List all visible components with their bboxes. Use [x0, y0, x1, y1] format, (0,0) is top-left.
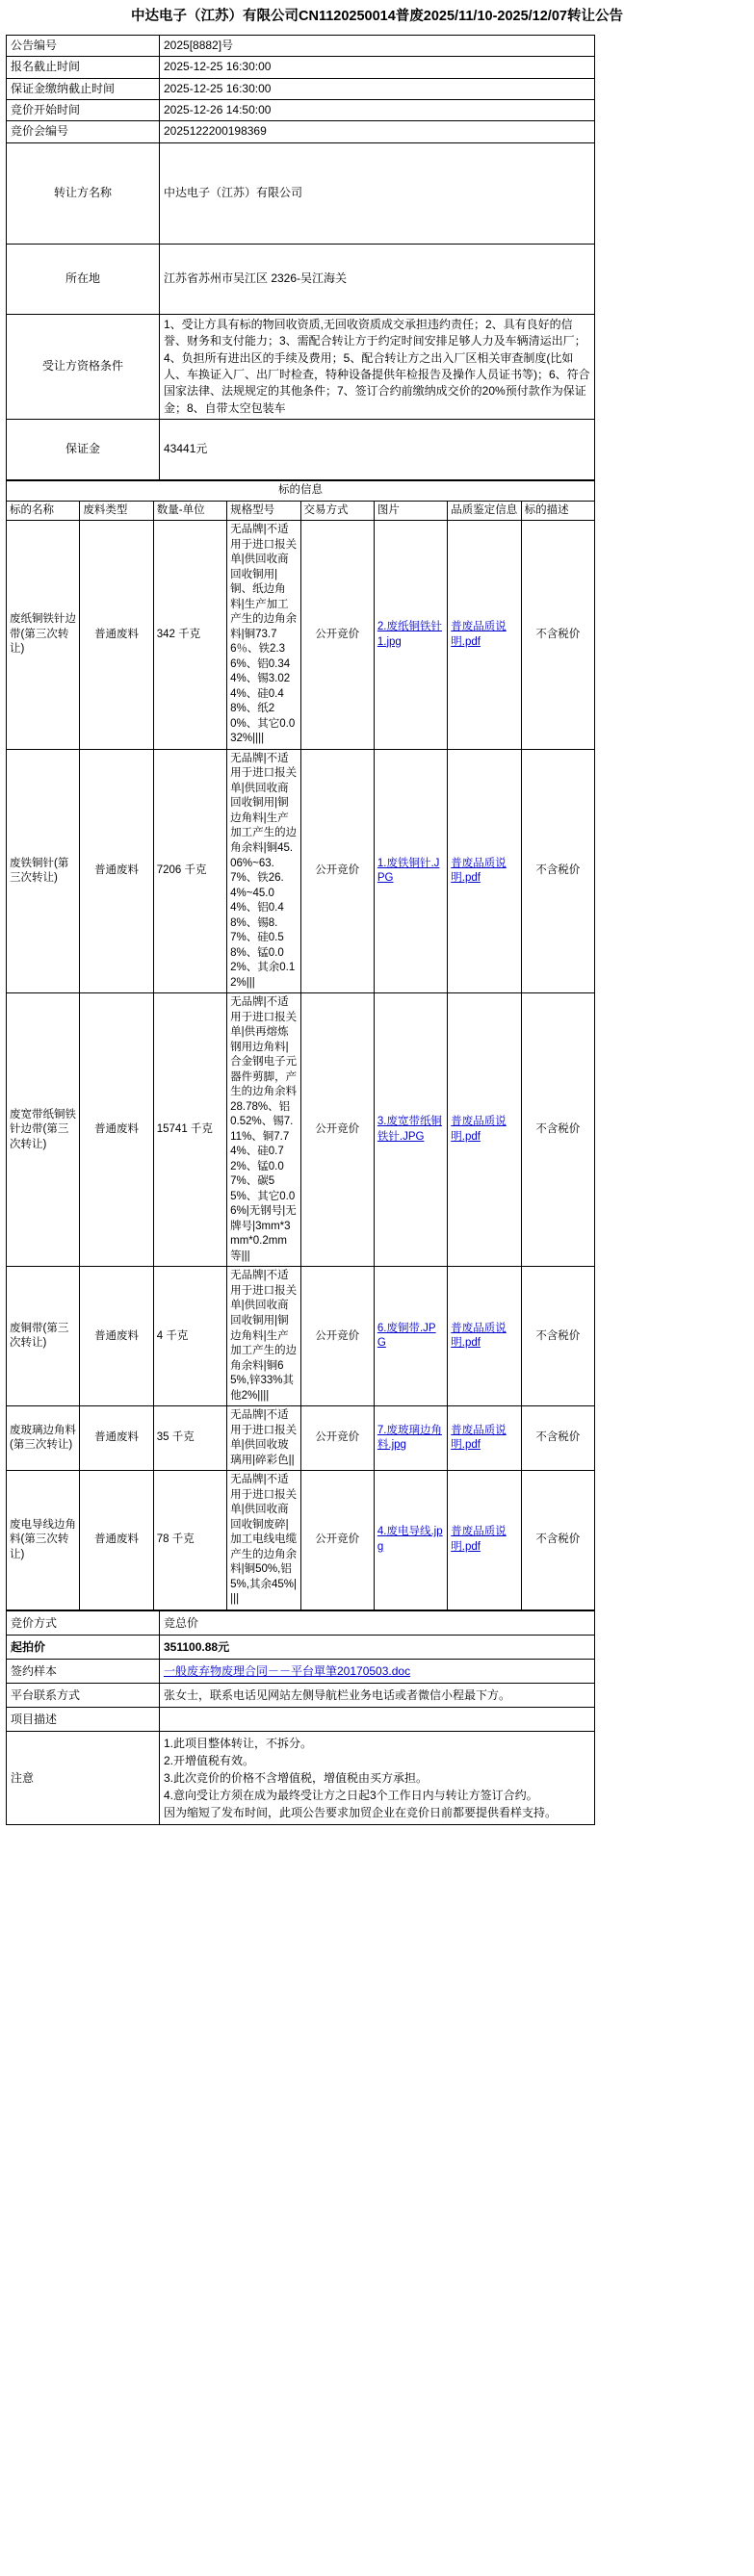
- note-line: 4.意向受让方须在成为最终受让方之日起3个工作日内与转让方签订合约。: [164, 1788, 538, 1802]
- item-trade-mode: 公开竞价: [300, 993, 374, 1267]
- deposit-row: [7, 420, 595, 480]
- start-price-label: 起拍价: [7, 1635, 160, 1659]
- start-price-value: 351100.88元: [160, 1635, 595, 1659]
- item-type: 普通废料: [80, 749, 153, 992]
- item-description: 不含税价: [521, 993, 594, 1267]
- row-value: 2025-12-25 16:30:00: [160, 78, 595, 99]
- row-label: 竞价会编号: [7, 121, 160, 142]
- item-picture-link-cell[interactable]: [374, 749, 447, 992]
- table-row: [7, 993, 595, 1267]
- item-picture-link[interactable]: 2.废纸铜铁针1.jpg: [377, 621, 442, 648]
- item-quantity: 78 千克: [153, 1471, 226, 1610]
- item-picture-link[interactable]: 7.废玻璃边角料.jpg: [377, 1424, 442, 1452]
- page-bottom-whitespace: [0, 1825, 754, 2576]
- item-description: 不含税价: [521, 521, 594, 750]
- page-title: 中达电子（江苏）有限公司CN1120250014普废2025/11/10-2025/12/07转让公告: [131, 9, 623, 24]
- item-quantity: 4 千克: [153, 1267, 226, 1406]
- notes-label: 注意: [7, 1731, 160, 1824]
- item-picture-link-cell[interactable]: [374, 521, 447, 750]
- item-quality-link[interactable]: 普废品质说明.pdf: [451, 1526, 507, 1553]
- qualification-row: [7, 314, 595, 419]
- item-type: 普通废料: [80, 1267, 153, 1406]
- item-quality-link-cell[interactable]: [448, 1406, 521, 1471]
- transferor-row: [7, 142, 595, 244]
- item-picture-link[interactable]: 6.废铜带.JPG: [377, 1322, 436, 1350]
- table-row: [7, 1406, 595, 1471]
- table-row: [7, 1659, 595, 1683]
- col-header-quality: 品质鉴定信息: [448, 501, 521, 521]
- item-picture-link[interactable]: 3.废宽带纸铜铁针.JPG: [377, 1116, 442, 1143]
- item-type: 普通废料: [80, 1406, 153, 1471]
- item-description: 不含税价: [521, 1471, 594, 1610]
- table-row: [7, 521, 595, 750]
- col-header-spec: 规格型号: [227, 501, 300, 521]
- table-row: [7, 35, 595, 56]
- col-header-qty: 数量-单位: [153, 501, 226, 521]
- table-row: [7, 749, 595, 992]
- col-header-picture: 图片: [374, 501, 447, 521]
- project-description-value: [160, 1707, 595, 1731]
- platform-contact-value: 张女士，联系电话见网站左侧导航栏业务电话或者微信小程最下方。: [160, 1683, 595, 1707]
- transferor-label: 转让方名称: [7, 142, 160, 244]
- contract-sample-link[interactable]: 一般废弃物废理合同－－平台單筆20170503.doc: [164, 1663, 411, 1678]
- item-quality-link[interactable]: 普废品质说明.pdf: [451, 621, 507, 648]
- item-spec: 无品牌|不适用于进口报关单|供回收商回收铜用|铜、纸边角料|生产加工产生的边角余料|铜73.76％、铁2.36%、铝0.344%、锡3.024%、硅0.48%、纸20%、其它0.032%||||: [227, 521, 300, 750]
- item-spec: 无品牌|不适用于进口报关单|供回收玻璃用|碎彩色||: [227, 1406, 300, 1471]
- item-type: 普通废料: [80, 1471, 153, 1610]
- item-quality-link-cell[interactable]: [448, 1471, 521, 1610]
- basic-info-table: [6, 35, 595, 480]
- notes-value: [160, 1731, 595, 1824]
- location-label: 所在地: [7, 244, 160, 314]
- row-label: 公告编号: [7, 35, 160, 56]
- row-value: 2025122200198369: [160, 121, 595, 142]
- item-trade-mode: 公开竞价: [300, 1471, 374, 1610]
- table-row: [7, 1267, 595, 1406]
- qualification-label: 受让方资格条件: [7, 314, 160, 419]
- table-row: [7, 100, 595, 121]
- col-header-description: 标的描述: [521, 501, 594, 521]
- row-value: 2025-12-26 14:50:00: [160, 100, 595, 121]
- bid-mode-value: 竞总价: [160, 1610, 595, 1635]
- item-name: 废铁铜针(第三次转让): [7, 749, 80, 992]
- item-description: 不含税价: [521, 1267, 594, 1406]
- item-name: 废铜带(第三次转让): [7, 1267, 80, 1406]
- item-trade-mode: 公开竞价: [300, 521, 374, 750]
- item-spec: 无品牌|不适用于进口报关单|供回收商回收铜用|铜边角料|生产加工产生的边角余料|铜65%,锌33%其他2%||||: [227, 1267, 300, 1406]
- col-header-type: 废料类型: [80, 501, 153, 521]
- item-spec: 无品牌|不适用于进口报关单|供再熔炼钢用边角料|合金钢电子元器件剪脚，产生的边角余料28.78%、铝0.52%、锡7.11%、铜7.74%、硅0.72%、锰0.07%、碳55%、其它0.06%|无钢号|无牌号|3mm*3mm*0.2mm等|||: [227, 993, 300, 1267]
- note-line: 1.此项目整体转让，不拆分。: [164, 1736, 313, 1750]
- deposit-value: 43441元: [160, 420, 595, 480]
- notes-row: [7, 1731, 595, 1824]
- transferor-value: 中达电子（江苏）有限公司: [160, 142, 595, 244]
- contract-sample-cell[interactable]: [160, 1659, 595, 1683]
- location-row: [7, 244, 595, 314]
- items-header-row: [7, 501, 595, 521]
- item-picture-link[interactable]: 1.废铁铜针.JPG: [377, 857, 440, 885]
- item-trade-mode: 公开竞价: [300, 749, 374, 992]
- col-header-trade: 交易方式: [300, 501, 374, 521]
- location-value: 江苏省苏州市吴江区 2326-吴江海关: [160, 244, 595, 314]
- item-name: 废电导线边角料(第三次转让): [7, 1471, 80, 1610]
- item-name: 废宽带纸铜铁针边带(第三次转让): [7, 993, 80, 1267]
- col-header-name: 标的名称: [7, 501, 80, 521]
- item-trade-mode: 公开竞价: [300, 1406, 374, 1471]
- item-quality-link[interactable]: 普废品质说明.pdf: [451, 1116, 507, 1143]
- project-description-label: 项目描述: [7, 1707, 160, 1731]
- item-trade-mode: 公开竞价: [300, 1267, 374, 1406]
- bid-mode-label: 竞价方式: [7, 1610, 160, 1635]
- bottom-info-table: [6, 1610, 595, 1825]
- items-section-heading-row: [7, 481, 595, 502]
- item-quantity: 7206 千克: [153, 749, 226, 992]
- row-label: 竞价开始时间: [7, 100, 160, 121]
- item-quality-link-cell[interactable]: [448, 521, 521, 750]
- table-row: [7, 1610, 595, 1635]
- row-value: 2025[8882]号: [160, 35, 595, 56]
- items-section-heading: 标的信息: [7, 481, 595, 502]
- qualification-value: 1、受让方具有标的物回收资质,无回收资质成交承担违约责任；2、具有良好的信誉、财务和支付能力；3、需配合转让方于约定时间安排足够人力及车辆清运出厂；4、负担所有进出区的手续及费用；5、配合转让方之出入厂区相关审查制度(比如人、车换证入厂、出厂时检查，特种设备提供年检报告及操作人员证书等)；6、符合国家法律、法规规定的其他条件；7、签订合约前缴纳成交价的20%预付款作为保证金；8、自带太空包装车: [160, 314, 595, 419]
- contract-sample-label: 签约样本: [7, 1659, 160, 1683]
- table-row: [7, 1471, 595, 1610]
- row-label: 保证金缴纳截止时间: [7, 78, 160, 99]
- item-description: 不含税价: [521, 1406, 594, 1471]
- table-row: [7, 121, 595, 142]
- item-name: 废玻璃边角料(第三次转让): [7, 1406, 80, 1471]
- table-row: [7, 1707, 595, 1731]
- item-spec: 无品牌|不适用于进口报关单|供回收商回收铜用|铜边角料|生产加工产生的边角余料|铜45.06%~63.7%、铁26.4%~45.04%、铝0.48%、锡8.7%、硅0.58%、锰0.02%、其余0.12%|||: [227, 749, 300, 992]
- table-row: [7, 78, 595, 99]
- platform-contact-label: 平台联系方式: [7, 1683, 160, 1707]
- note-line: 2.开增值税有效。: [164, 1753, 255, 1767]
- table-row: [7, 1635, 595, 1659]
- item-picture-link-cell[interactable]: [374, 1471, 447, 1610]
- item-name: 废纸铜铁针边带(第三次转让): [7, 521, 80, 750]
- item-picture-link-cell[interactable]: [374, 1267, 447, 1406]
- item-quality-link-cell[interactable]: [448, 993, 521, 1267]
- note-line: 因为缩短了发布时间，此项公告要求加贸企业在竞价日前都要提供看样支持。: [164, 1805, 558, 1819]
- row-value: 2025-12-25 16:30:00: [160, 57, 595, 78]
- item-quality-link-cell[interactable]: [448, 749, 521, 992]
- item-quantity: 342 千克: [153, 521, 226, 750]
- item-picture-link-cell[interactable]: [374, 993, 447, 1267]
- item-picture-link[interactable]: 4.废电导线.jpg: [377, 1526, 443, 1553]
- row-label: 报名截止时间: [7, 57, 160, 78]
- table-row: [7, 1683, 595, 1707]
- items-table: [6, 480, 595, 1610]
- item-type: 普通废料: [80, 993, 153, 1267]
- item-quality-link-cell[interactable]: [448, 1267, 521, 1406]
- item-type: 普通废料: [80, 521, 153, 750]
- item-quantity: 35 千克: [153, 1406, 226, 1471]
- item-quality-link[interactable]: 普废品质说明.pdf: [451, 1424, 507, 1452]
- item-quality-link[interactable]: 普废品质说明.pdf: [451, 1322, 507, 1350]
- table-row: [7, 57, 595, 78]
- item-description: 不含税价: [521, 749, 594, 992]
- item-picture-link-cell[interactable]: [374, 1406, 447, 1471]
- deposit-label: 保证金: [7, 420, 160, 480]
- note-line: 3.此次竞价的价格不含增值税，增值税由买方承担。: [164, 1770, 429, 1785]
- item-quality-link[interactable]: 普废品质说明.pdf: [451, 857, 507, 885]
- item-quantity: 15741 千克: [153, 993, 226, 1267]
- item-spec: 无品牌|不适用于进口报关单|供回收商回收铜废碎|加工电线电缆产生的边角余料|铜50%,铝5%,其余45%||||: [227, 1471, 300, 1610]
